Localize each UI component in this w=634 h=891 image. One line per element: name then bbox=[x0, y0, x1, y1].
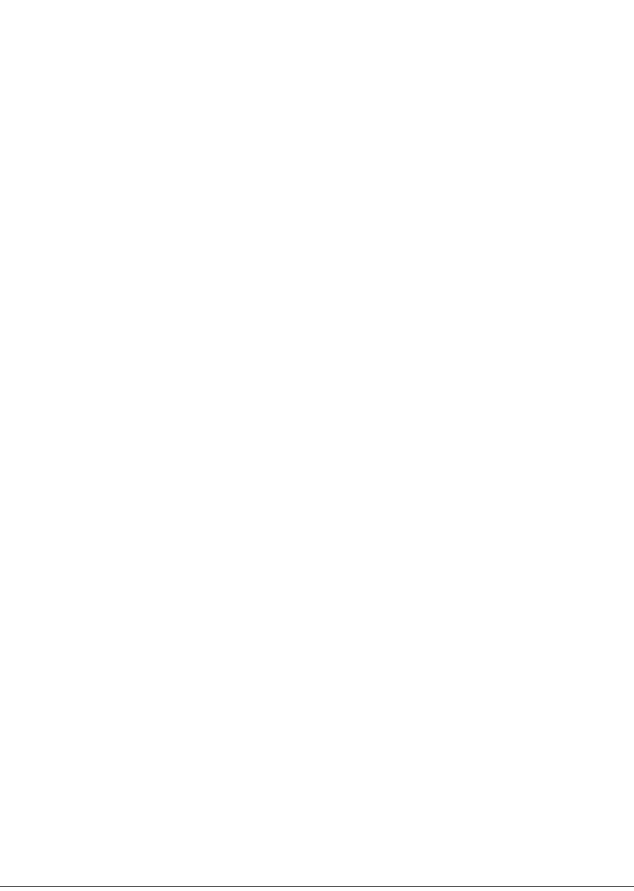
bottom-divider bbox=[0, 886, 634, 887]
